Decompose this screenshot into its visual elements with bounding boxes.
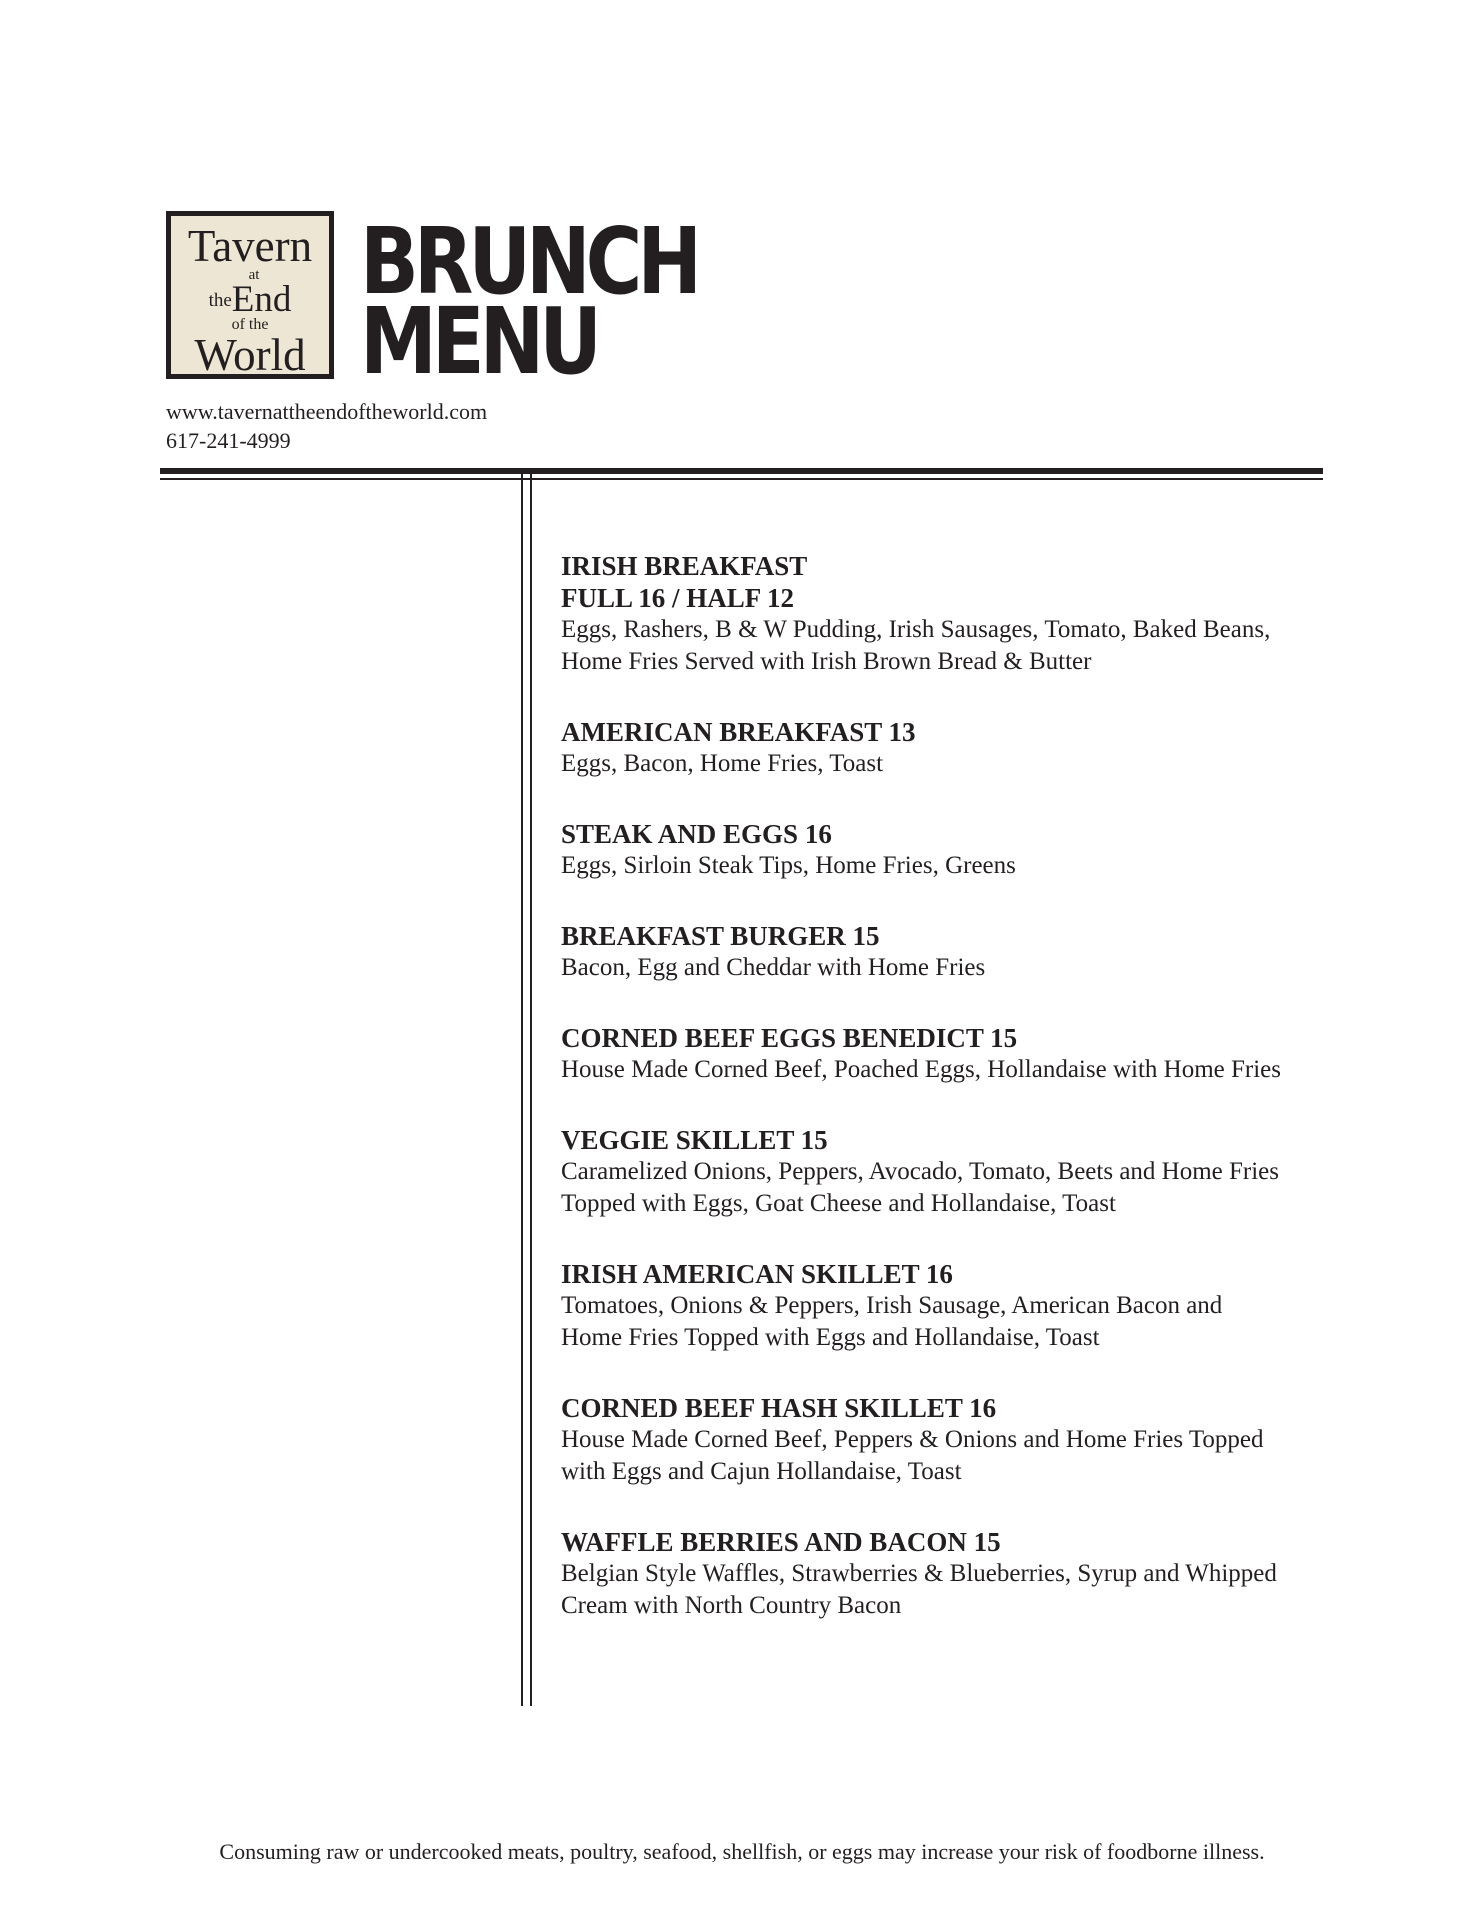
menu-item-description: Home Fries Served with Irish Brown Bread & Butter [561,648,1092,675]
menu-item [561,550,1331,678]
header-divider-thin [160,478,1323,480]
menu-item [561,1124,1331,1220]
menu-item-name: CORNED BEEF EGGS BENEDICT 15 [561,1023,1018,1053]
title-line-menu: MENU [360,288,597,395]
logo-word-the: the [208,290,232,311]
logo-line-of-the: of the [231,316,269,333]
menu-item-description: Eggs, Sirloin Steak Tips, Home Fries, Greens [561,852,1016,879]
menu-item-description: Eggs, Rashers, B & W Pudding, Irish Sausages, Tomato, Baked Beans, [561,616,1271,643]
logo-word-end: End [231,279,292,320]
menu-item [561,716,1331,780]
menu-item-description: Topped with Eggs, Goat Cheese and Hollandaise, Toast [561,1190,1116,1217]
contact-info [166,397,487,455]
menu-item-name: CORNED BEEF HASH SKILLET 16 [561,1393,997,1423]
logo-line-at: at [248,267,260,283]
menu-item-name: IRISH AMERICAN SKILLET 16 [561,1259,953,1289]
menu-item-description: Tomatoes, Onions & Peppers, Irish Sausage, American Bacon and [561,1292,1223,1319]
page-title [360,208,697,395]
menu-item [561,1022,1331,1086]
menu-item-name: VEGGIE SKILLET 15 [561,1125,828,1155]
menu-item-price: FULL 16 / HALF 12 [561,583,795,613]
menu-item-description: Home Fries Topped with Eggs and Hollandaise, Toast [561,1324,1100,1351]
menu-item [561,1392,1331,1488]
menu-list [561,550,1331,1660]
logo-line-the-end [171,279,329,320]
menu-item [561,1258,1331,1354]
food-safety-disclaimer: Consuming raw or undercooked meats, poultry, seafood, shellfish, or eggs may increase your risk of foodborne illness. [219,1839,1265,1864]
menu-item-description: House Made Corned Beef, Poached Eggs, Hollandaise with Home Fries [561,1056,1281,1083]
menu-item-name: STEAK AND EGGS 16 [561,819,832,849]
menu-item-name: AMERICAN BREAKFAST 13 [561,717,916,747]
column-divider-left [521,474,523,1706]
column-divider-right [530,474,532,1706]
menu-item-name: WAFFLE BERRIES AND BACON 15 [561,1527,1001,1557]
tavern-logo [166,211,334,379]
menu-item-description: House Made Corned Beef, Peppers & Onions and Home Fries Topped [561,1426,1264,1453]
menu-item-description: Cream with North Country Bacon [561,1592,902,1619]
menu-item-description: Belgian Style Waffles, Strawberries & Blueberries, Syrup and Whipped [561,1560,1277,1587]
title-line-brunch: BRUNCH [360,208,697,315]
menu-item [561,1526,1331,1622]
menu-item-description: Caramelized Onions, Peppers, Avocado, Tomato, Beets and Home Fries [561,1158,1280,1185]
header-divider-thick [160,468,1323,474]
menu-item-description: Bacon, Egg and Cheddar with Home Fries [561,954,986,981]
menu-item-name: IRISH BREAKFAST [561,551,808,581]
phone-text: 617-241-4999 [166,428,291,453]
menu-item-name: BREAKFAST BURGER 15 [561,921,880,951]
logo-line-tavern: Tavern [187,221,313,271]
menu-item [561,920,1331,984]
menu-item [561,818,1331,882]
logo-line-world: World [194,330,306,380]
menu-item-description: Eggs, Bacon, Home Fries, Toast [561,750,884,777]
website-text: www.tavernattheendoftheworld.com [166,399,488,424]
menu-item-description: with Eggs and Cajun Hollandaise, Toast [561,1458,962,1485]
